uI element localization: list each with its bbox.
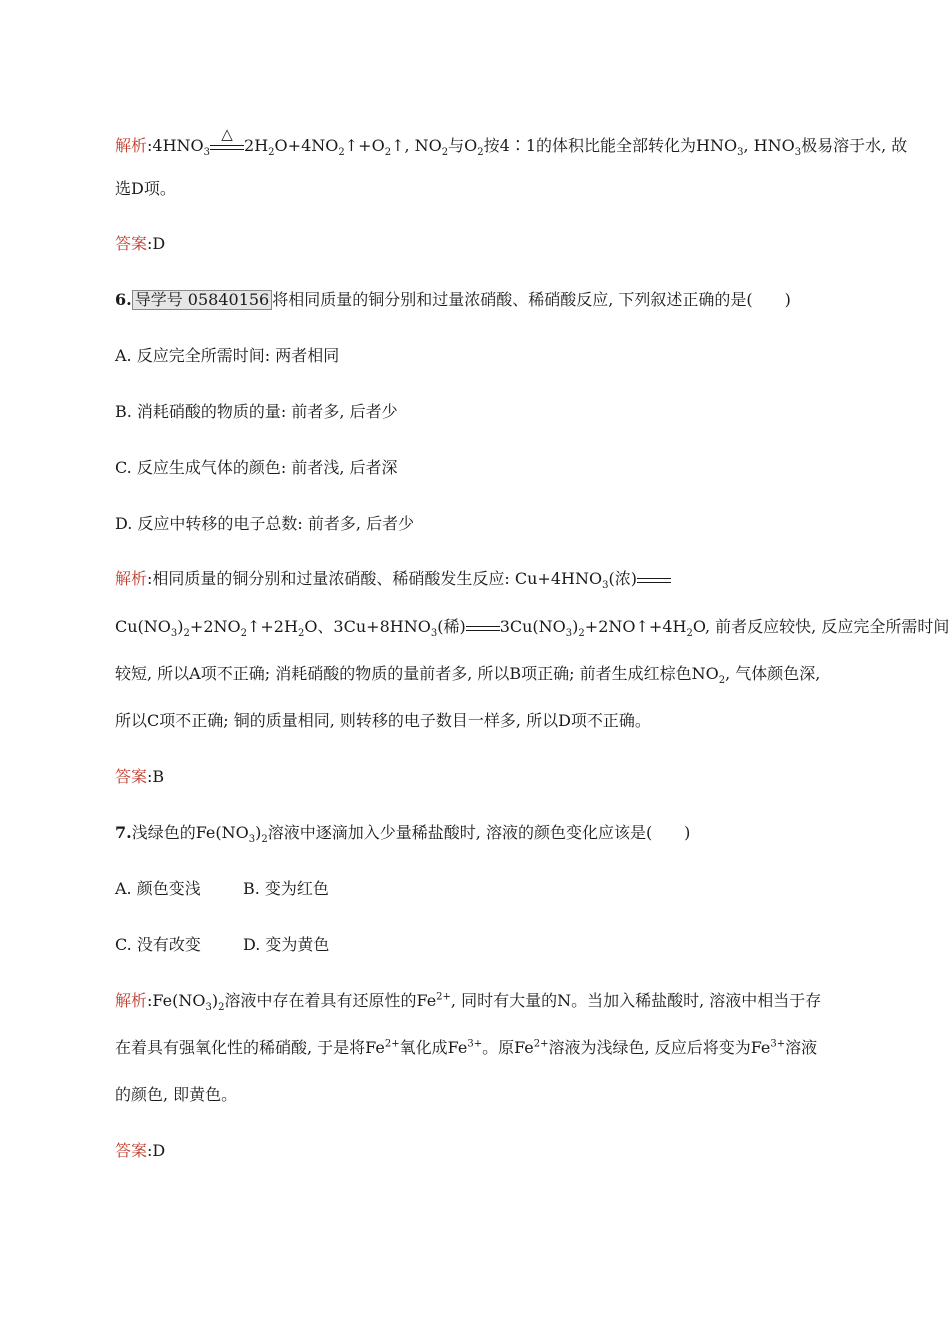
q6-explanation-line1: 解析:相同质量的铜分别和过量浓硝酸、稀硝酸发生反应: $Cu+4HNO_3$(浓) [115,568,671,590]
q6-option-c: C. 反应生成气体的颜色: 前者浅, 后者深 [115,458,398,477]
q6-explanation-line2: $Cu(NO_3)_2+2NO_2↑+2H_2O$、$3Cu+8HNO_3$(稀) $3Cu(NO_3)_2+2NO↑+4H_2O$, 前者反应较快, 反应完全所需时间 [115,617,950,640]
q6-explanation-line3: 较短, 所以A项不正确; 消耗硝酸的物质的量前者多, 所以B项正确; 前者生成红棕色$NO_2$, 气体颜色深, [115,664,821,687]
answer-label: 答案 [115,234,148,253]
q6-option-a: A. 反应完全所需时间: 两者相同 [115,346,340,365]
q6-stem [115,289,791,311]
q6-option-d: D. 反应中转移的电子总数: 前者多, 后者少 [115,514,415,533]
q7-explanation-line1: 解析$:Fe(NO_3)_2$溶液中存在着具有还原性的$Fe^{2+}$, 同时有大量的N。当加入稀盐酸时, 溶液中相当于存 [115,991,822,1014]
reference-number-box[interactable]: 导学号 05840156 [132,290,273,310]
q7-option-d: D. 变为黄色 [243,935,330,954]
q5-explanation-line2: 选D项。 [115,179,176,198]
answer-value: D [152,1141,166,1160]
q6-answer: 答案:B [115,767,165,786]
question-number: 7. [115,823,132,842]
q7-answer: 答案:D [115,1141,166,1160]
q7-option-b: B. 变为红色 [243,879,329,898]
explanation-label: 解析 [115,991,148,1010]
q7-option-a: A. 颜色变浅 [115,879,201,898]
answer-label: 答案 [115,767,148,786]
answer-value: B [152,767,165,786]
q7-stem: 7.浅绿色的$Fe(NO_3)_2$溶液中逐滴加入少量稀盐酸时, 溶液的颜色变化应该是( ) [115,823,691,846]
q6-explanation-line4: 所以C项不正确; 铜的质量相同, 则转移的电子数目一样多, 所以D项不正确。 [115,711,651,730]
answer-value: D [152,234,166,253]
explanation-label: 解析 [115,569,148,588]
q7-option-c: C. 没有改变 [115,935,201,954]
heating-equals-sign [210,124,244,154]
q7-explanation-line2: 在着具有强氧化性的稀硝酸, 于是将$Fe^{2+}$氧化成$Fe^{3+}$。原$Fe^{2+}$溶液为浅绿色, 反应后将变为$Fe^{3+}$溶液 [115,1038,818,1057]
q5-answer: 答案:D [115,234,166,253]
q6-option-b: B. 消耗硝酸的物质的量: 前者多, 后者少 [115,402,398,421]
q7-options-row2 [115,934,329,956]
q7-options-row1 [115,878,329,900]
explanation-label: 解析 [115,136,148,155]
q5-explanation-line1: 解析$:4HNO_3$ △ $2H_2O+4NO_2↑+O_2↑$, $NO_2$与$O_2$按4∶1的体积比能全部转化为$HNO_3$, $HNO_3$极易溶于水, 故 [115,124,908,159]
question-text: 将相同质量的铜分别和过量浓硝酸、稀硝酸反应, 下列叙述正确的是( ) [272,290,791,309]
heat-triangle-icon: △ [221,124,233,143]
answer-label: 答案 [115,1141,148,1160]
equals-sign [637,573,671,587]
q7-explanation-line3: 的颜色, 即黄色。 [115,1085,238,1104]
question-number: 6. [115,290,132,309]
equals-sign [466,621,500,635]
